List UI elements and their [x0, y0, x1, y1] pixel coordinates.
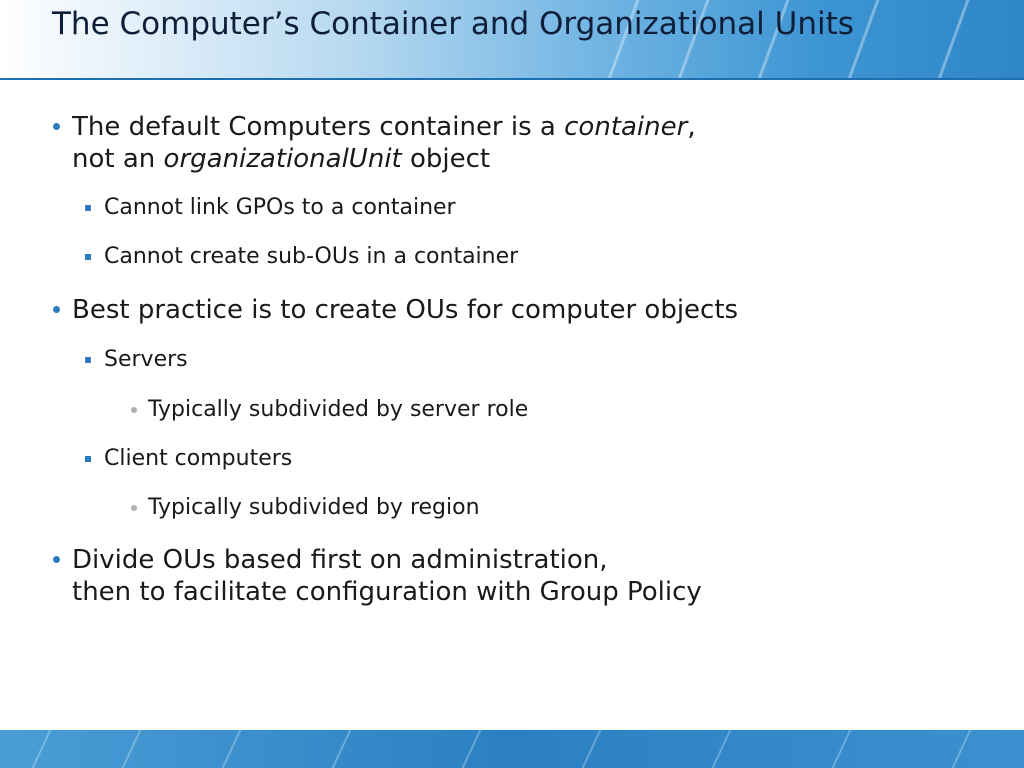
sub-sub-bullet-text: Typically subdivided by server role [148, 397, 529, 422]
header-rule [0, 78, 1024, 80]
bullet-dot-icon [53, 306, 60, 313]
bullet-text: Divide OUs based first on administration, [72, 545, 608, 575]
bullet-text: The default Computers container is a container, [72, 112, 696, 142]
sub-sub-bullet-item [148, 494, 480, 522]
square-bullet-icon [85, 357, 91, 363]
sub-bullet-item [104, 445, 292, 473]
square-bullet-icon [85, 456, 91, 462]
round-bullet-icon [131, 407, 137, 413]
sub-bullet-item [104, 194, 456, 222]
sub-bullet-item [104, 346, 188, 374]
bullet-item [72, 544, 702, 608]
sub-sub-bullet-text: Typically subdivided by region [148, 495, 480, 520]
round-bullet-icon [131, 505, 137, 511]
bullet-item [72, 111, 696, 175]
bullet-item [72, 294, 738, 326]
sub-bullet-text: Cannot link GPOs to a container [104, 195, 456, 220]
sub-sub-bullet-item [148, 396, 528, 424]
bullet-text-continued: then to facilitate configuration with Group Policy [72, 577, 702, 607]
sub-bullet-text: Client computers [104, 446, 293, 471]
slide-title: The Computer’s Container and Organizational Units [52, 6, 854, 42]
bullet-dot-icon [53, 123, 60, 130]
square-bullet-icon [85, 205, 91, 211]
bullet-text-continued: not an organizationalUnit object [72, 144, 491, 174]
square-bullet-icon [85, 254, 91, 260]
sub-bullet-item [104, 243, 518, 271]
sub-bullet-text: Cannot create sub-OUs in a container [104, 244, 519, 269]
sub-bullet-text: Servers [104, 347, 188, 372]
footer-band [0, 730, 1024, 768]
bullet-text: Best practice is to create OUs for computer objects [72, 295, 739, 325]
bullet-dot-icon [53, 556, 60, 563]
